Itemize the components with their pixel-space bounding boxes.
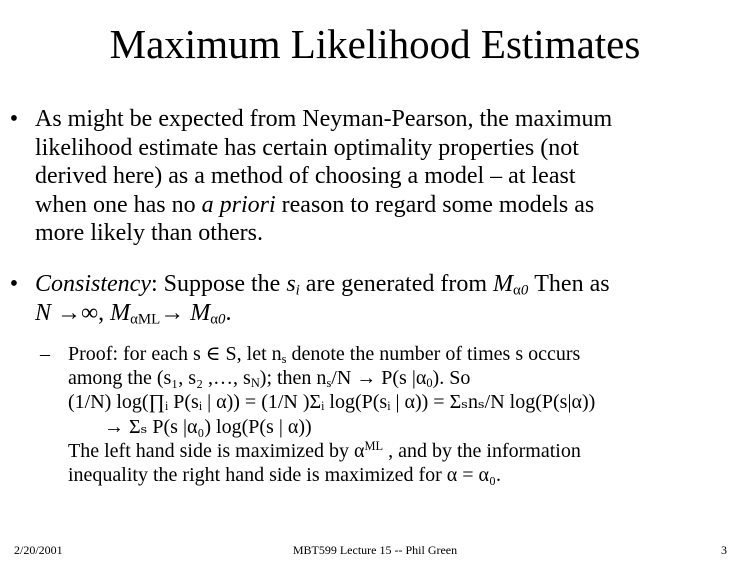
proof-line xyxy=(68,342,743,366)
math-superscript: ML xyxy=(137,311,161,328)
proof-line: (1/N) log(∏ᵢ P(sᵢ | α)) = (1/N )Σᵢ log(P(sᵢ | α)) = Σₛnₛ/N log(P(s|α)) xyxy=(68,391,596,414)
footer-page-number: 3 xyxy=(721,543,727,557)
bullet-line: derived here) as a method of choosing a model – at least xyxy=(35,163,576,189)
bullet-line: As might be expected from Neyman-Pearson, the maximum xyxy=(35,106,613,132)
math-subscript: 0 xyxy=(218,311,226,328)
text-run: ). So xyxy=(432,367,471,390)
footer-lecture: MBT599 Lecture 15 -- Phil Green xyxy=(292,543,458,557)
math-subscript: i xyxy=(295,282,300,299)
text-run: Then as xyxy=(528,271,610,297)
bullet-line xyxy=(35,270,747,299)
math-subscript: 0 xyxy=(426,376,433,391)
text-run: among the (s₁, s₂ ,…, s xyxy=(68,367,251,390)
math-var: M xyxy=(110,299,131,326)
math-subscript: N xyxy=(250,376,260,391)
footer-date: 2/20/2001 xyxy=(14,543,63,557)
math-var: M xyxy=(493,271,514,297)
bullet-line: likelihood estimate has certain optimality properties (not xyxy=(35,134,579,161)
bullet-body xyxy=(35,270,747,327)
bullet-body xyxy=(35,105,747,248)
math-var: N xyxy=(35,299,52,326)
bullet-line xyxy=(35,299,747,328)
text-run: . xyxy=(225,299,232,326)
proof-body xyxy=(68,342,743,487)
math-subscript: s xyxy=(281,352,287,367)
sub-bullet-mark: – xyxy=(40,343,50,365)
text-run: are generated from xyxy=(299,271,494,297)
text-run: ); then n xyxy=(259,367,327,390)
slide-title: Maximum Likelihood Estimates xyxy=(109,21,641,67)
bullet-mark: • xyxy=(9,106,19,132)
math-op: → xyxy=(160,299,191,326)
proof-line xyxy=(68,439,743,463)
bullet-line xyxy=(35,191,747,220)
text-run: /N → P(s |α xyxy=(331,367,427,390)
text-run: , and by the information xyxy=(383,439,581,462)
math-superscript: ML xyxy=(364,439,384,453)
proof-line: inequality the right hand side is maximized for α = α₀. xyxy=(68,464,502,487)
math-subscript: α xyxy=(210,311,219,328)
term-consistency: Consistency xyxy=(35,271,151,297)
math-subscript: α xyxy=(513,282,521,299)
text-run: reason to regard some models as xyxy=(275,191,595,218)
text-run: Proof: for each s ∈ S, let n xyxy=(68,343,282,365)
text-run: The left hand side is maximized by α xyxy=(68,439,365,462)
text-run: : Suppose the xyxy=(150,271,287,297)
math-subscript: 0 xyxy=(520,282,529,299)
math-subscript: s xyxy=(326,376,332,391)
text-run: when one has no xyxy=(35,191,202,218)
proof-line xyxy=(68,366,743,390)
math-var: M xyxy=(190,299,211,326)
proof-line: → Σₛ P(s |α₀) log(P(s | α)) xyxy=(104,415,312,438)
math-op: →∞, xyxy=(51,299,111,326)
math-var: s xyxy=(286,271,296,297)
bullet-line: more likely than others. xyxy=(35,220,263,246)
bullet-mark: • xyxy=(9,271,19,297)
text-run: denote the number of times s occurs xyxy=(286,343,581,365)
emphasis-a-priori: a priori xyxy=(201,191,276,218)
math-subscript: α xyxy=(130,311,138,328)
